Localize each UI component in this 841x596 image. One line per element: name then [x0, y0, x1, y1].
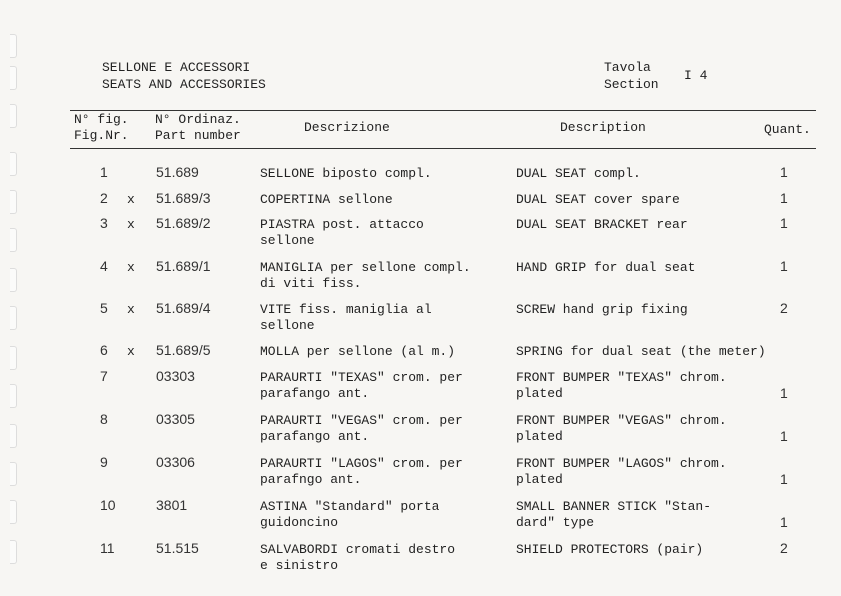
row-desc-it: PARAURTI "VEGAS" crom. per — [260, 413, 463, 428]
row-fig: 4 — [100, 258, 108, 274]
title-english: SEATS AND ACCESSORIES — [102, 77, 266, 92]
row-desc-it-cont: e sinistro — [260, 558, 339, 573]
row-desc-en: DUAL SEAT cover spare — [516, 192, 680, 207]
row-desc-en: FRONT BUMPER "LAGOS" chrom. — [516, 456, 727, 471]
row-part-number: 51.689/5 — [156, 342, 211, 358]
row-desc-en: SMALL BANNER STICK "Stan- — [516, 499, 712, 514]
punch-hole — [10, 268, 17, 292]
row-fig: 8 — [100, 411, 108, 427]
col-quant: Quant. — [764, 122, 811, 137]
row-x-mark: x — [127, 344, 135, 359]
row-desc-en-cont: plated — [516, 472, 563, 487]
row-desc-it-cont: parafango ant. — [260, 386, 370, 401]
row-qty: 1 — [780, 471, 788, 487]
row-desc-en: SCREW hand grip fixing — [516, 302, 688, 317]
row-part-number: 51.689/3 — [156, 190, 211, 206]
row-desc-it-cont: guidoncino — [260, 515, 339, 530]
punch-hole — [10, 462, 17, 486]
row-part-number: 51.689/1 — [156, 258, 211, 274]
row-desc-en: DUAL SEAT compl. — [516, 166, 641, 181]
section-value: I 4 — [684, 68, 708, 83]
header-top-rule — [70, 110, 816, 111]
row-x-mark: x — [127, 260, 135, 275]
row-part-number: 51.515 — [156, 540, 199, 556]
row-fig: 3 — [100, 215, 108, 231]
punch-hole — [10, 424, 17, 448]
row-qty: 2 — [780, 300, 788, 316]
col-fig-it: N° fig. — [74, 112, 129, 127]
row-qty: 1 — [780, 190, 788, 206]
row-qty: 1 — [780, 428, 788, 444]
row-desc-en-cont: plated — [516, 429, 563, 444]
row-desc-en: HAND GRIP for dual seat — [516, 260, 696, 275]
punch-hole — [10, 104, 17, 128]
row-desc-en: DUAL SEAT BRACKET rear — [516, 217, 688, 232]
row-qty: 1 — [780, 164, 788, 180]
row-desc-en-cont: plated — [516, 386, 563, 401]
row-qty: 2 — [780, 540, 788, 556]
row-part-number: 3801 — [156, 497, 188, 513]
row-fig: 7 — [100, 368, 108, 384]
row-fig: 9 — [100, 454, 108, 470]
row-fig: 6 — [100, 342, 108, 358]
col-description: Description — [560, 120, 646, 135]
punch-hole — [10, 190, 17, 214]
punch-hole — [10, 306, 17, 330]
row-fig: 1 — [100, 164, 108, 180]
row-fig: 11 — [100, 540, 115, 556]
col-descrizione: Descrizione — [304, 120, 390, 135]
row-desc-it-cont: parafngo ant. — [260, 472, 362, 487]
punch-hole — [10, 34, 17, 58]
tavola-label: Tavola — [604, 60, 651, 75]
row-desc-it: SALVABORDI cromati destro — [260, 542, 456, 557]
row-x-mark: x — [127, 192, 135, 207]
title-italian: SELLONE E ACCESSORI — [102, 60, 251, 75]
punch-hole — [10, 152, 17, 176]
row-part-number: 51.689 — [156, 164, 199, 180]
row-desc-it-cont: parafango ant. — [260, 429, 370, 444]
punch-hole — [10, 66, 17, 90]
row-fig: 10 — [100, 497, 116, 513]
col-part-en: Part number — [155, 128, 241, 143]
row-x-mark: x — [127, 302, 135, 317]
row-fig: 2 — [100, 190, 108, 206]
row-part-number: 51.689/4 — [156, 300, 211, 316]
col-part-it: N° Ordinaz. — [155, 112, 241, 127]
punch-hole — [10, 384, 17, 408]
row-desc-it: VITE fiss. maniglia al — [260, 302, 432, 317]
row-desc-it-cont: di viti fiss. — [260, 276, 362, 291]
row-desc-en: SPRING for dual seat (the meter) — [516, 344, 766, 359]
row-desc-en: SHIELD PROTECTORS (pair) — [516, 542, 704, 557]
row-desc-en: FRONT BUMPER "VEGAS" chrom. — [516, 413, 727, 428]
col-fig-en: Fig.Nr. — [74, 128, 129, 143]
punch-hole — [10, 228, 17, 252]
row-desc-en-cont: dard" type — [516, 515, 595, 530]
row-part-number: 03305 — [156, 411, 195, 427]
header-bottom-rule — [70, 148, 816, 149]
row-part-number: 51.689/2 — [156, 215, 211, 231]
punch-hole — [10, 540, 17, 564]
punch-hole — [10, 500, 17, 524]
row-x-mark: x — [127, 217, 135, 232]
row-desc-it: PARAURTI "LAGOS" crom. per — [260, 456, 463, 471]
row-fig: 5 — [100, 300, 108, 316]
row-desc-it: MANIGLIA per sellone compl. — [260, 260, 471, 275]
row-desc-it: COPERTINA sellone — [260, 192, 393, 207]
row-desc-it-cont: sellone — [260, 233, 315, 248]
row-qty: 1 — [780, 514, 788, 530]
row-desc-en: FRONT BUMPER "TEXAS" chrom. — [516, 370, 727, 385]
row-desc-it: ASTINA "Standard" porta — [260, 499, 440, 514]
row-part-number: 03303 — [156, 368, 195, 384]
row-desc-it: PARAURTI "TEXAS" crom. per — [260, 370, 463, 385]
row-desc-it-cont: sellone — [260, 318, 315, 333]
row-desc-it: PIASTRA post. attacco — [260, 217, 424, 232]
row-qty: 1 — [780, 385, 788, 401]
row-desc-it: SELLONE biposto compl. — [260, 166, 432, 181]
row-qty: 1 — [780, 258, 788, 274]
row-part-number: 03306 — [156, 454, 195, 470]
punch-hole — [10, 346, 17, 370]
section-label: Section — [604, 77, 659, 92]
row-qty: 1 — [780, 215, 788, 231]
row-desc-it: MOLLA per sellone (al m.) — [260, 344, 456, 359]
